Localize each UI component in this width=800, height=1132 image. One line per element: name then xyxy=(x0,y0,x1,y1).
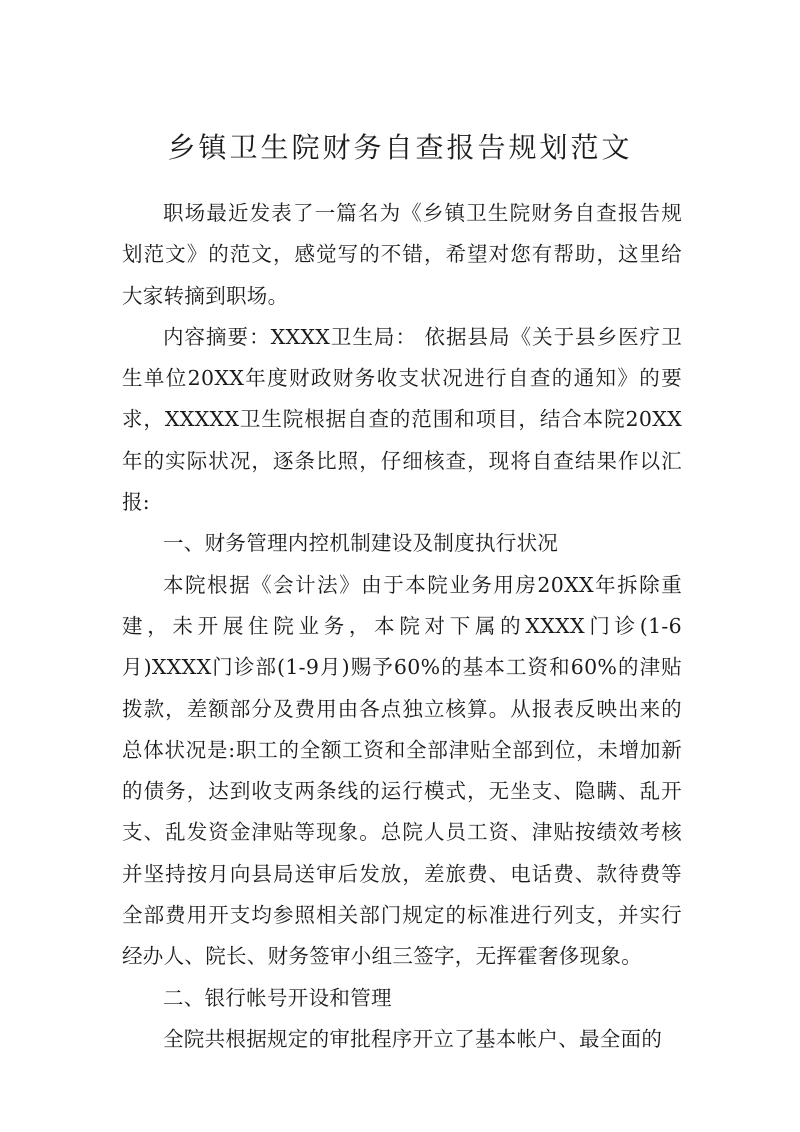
document-body xyxy=(122,193,682,1060)
paragraph-intro: 职场最近发表了一篇名为《乡镇卫生院财务自查报告规划范文》的范文，感觉写的不错，希望对您有帮助，这里给大家转摘到职场。 xyxy=(122,201,682,308)
section-heading-2: 二、银行帐号开设和管理 xyxy=(163,985,392,1010)
paragraph-section-1: 本院根据《会计法》由于本院业务用房20XX年拆除重建，未开展住院业务，本院对下属的XXXX门诊(1-6月)XXXX门诊部(1-9月)赐予60%的基本工资和60%的津贴拨款，差额部分及费用由各点独立核算。从报表反映出来的总体状况是:职工的全额工资和全部津贴全部到位，未增加新的债务，达到收支两条线的运行模式，无坐支、隐瞒、乱开支、乱发资金津贴等现象。总院人员工资、津贴按绩效考核并坚持按月向县局送审后发放，差旅费、电话费、款待费等全部费用开支均参照相关部门规定的标准进行列支，并实行经办人、院长、财务签审小组三签字，无挥霍奢侈现象。 xyxy=(122,572,682,969)
paragraph-section-2: 全院共根据规定的审批程序开立了基本帐户、最全面的 xyxy=(163,1026,663,1051)
paragraph-summary: 内容摘要：XXXX卫生局： 依据县局《关于县乡医疗卫生单位20XX年度财政财务收支状况进行自查的通知》的要求，XXXXX卫生院根据自查的范围和项目，结合本院20XX年的实际状况，逐条比照，仔细核查，现将自查结果作以汇报: xyxy=(122,324,682,515)
document-title: 乡镇卫生院财务自查报告规划范文 xyxy=(167,131,633,164)
section-heading-1: 一、财务管理内控机制建设及制度执行状况 xyxy=(163,531,559,556)
